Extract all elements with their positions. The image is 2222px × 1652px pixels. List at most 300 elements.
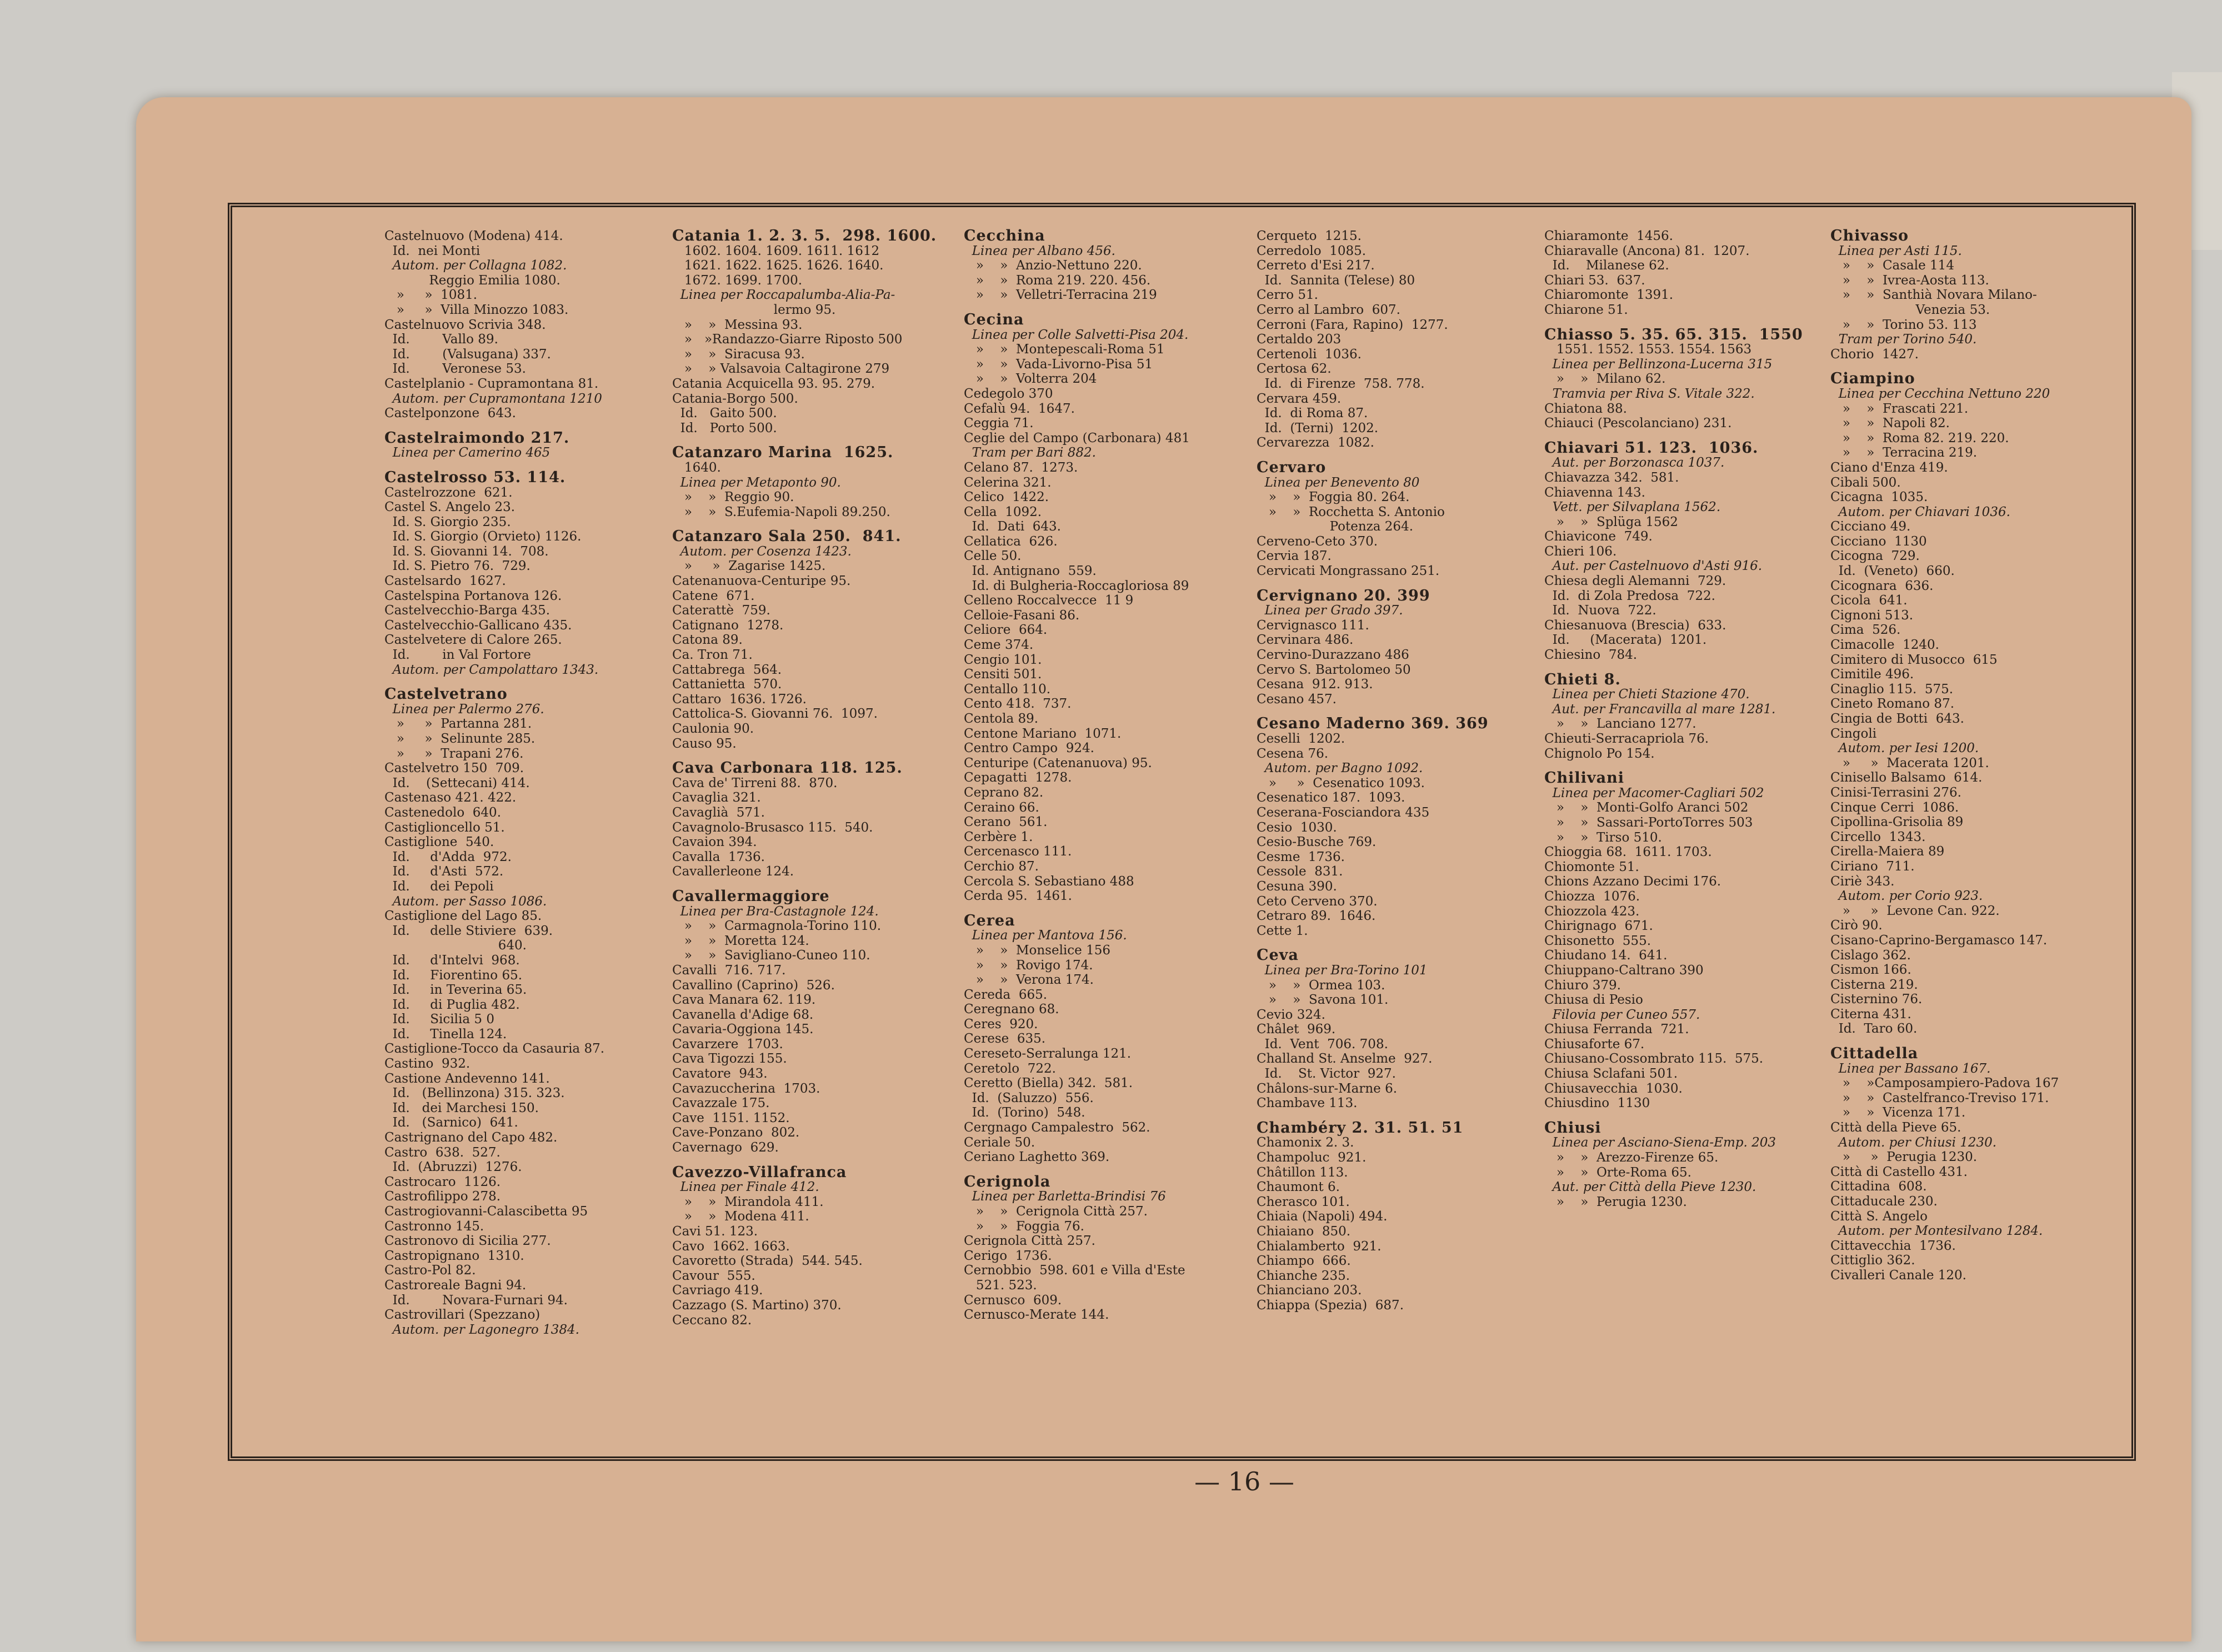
index-line: Cergnago Campalestro 562.: [964, 1120, 1150, 1135]
index-line: 1640.: [672, 460, 721, 475]
index-line: Cedegolo 370: [964, 386, 1053, 401]
index-line: Ceretto (Biella) 342. 581.: [964, 1076, 1133, 1091]
station-heading: Catania 1. 2. 3. 5. 298. 1600.: [672, 229, 937, 244]
index-line: Cavaglia 321.: [672, 790, 761, 805]
index-line: Cervino-Durazzano 486: [1257, 648, 1409, 663]
station-heading: Chiasso 5. 35. 65. 315. 1550: [1544, 326, 1803, 343]
index-line: Cernusco 609.: [964, 1293, 1062, 1308]
index-line: Linea per Asciano-Siena-Emp. 203: [1544, 1135, 1776, 1150]
index-line: Cima 526.: [1830, 623, 1901, 638]
index-line: » » Castelfranco-Treviso 171.: [1830, 1090, 2049, 1105]
index-line: Cercenasco 111.: [964, 844, 1072, 859]
index-line: 521. 523.: [964, 1278, 1037, 1293]
station-heading: Cavezzo-Villafranca: [672, 1163, 847, 1181]
index-line: Chiavazza 342. 581.: [1544, 470, 1679, 485]
index-line: Cavatore 943.: [672, 1067, 768, 1082]
index-line: » » Cerignola Città 257.: [964, 1204, 1148, 1219]
station-heading: Ceva: [1257, 947, 1299, 964]
index-line: Chambave 113.: [1257, 1096, 1358, 1111]
index-line: Id. (Macerata) 1201.: [1544, 633, 1707, 648]
index-line: Reggio Emilia 1080.: [384, 273, 560, 288]
index-line: Chirignago 671.: [1544, 919, 1653, 934]
index-line: Cerbère 1.: [964, 829, 1033, 844]
index-line: Chiaravalle (Ancona) 81. 1207.: [1544, 243, 1750, 258]
index-line: Cessole 831.: [1257, 864, 1343, 879]
index-line: Cattabrega 564.: [672, 662, 782, 677]
index-line: Cava Manara 62. 119.: [672, 993, 816, 1008]
index-line: Linea per Metaponto 90.: [672, 475, 841, 490]
index-line: Caterattè 759.: [672, 603, 770, 618]
index-line: Linea per Macomer-Cagliari 502: [1544, 785, 1764, 800]
index-line: » » Rovigo 174.: [964, 958, 1093, 973]
index-line: Id. di Firenze 758. 778.: [1257, 376, 1425, 391]
index-line: Cisterna 219.: [1830, 977, 1918, 992]
index-line: Ceserana-Fosciandora 435: [1257, 805, 1430, 820]
index-line: Cerqueto 1215.: [1257, 229, 1362, 243]
page-number: — 16 —: [1194, 1466, 1294, 1496]
index-line: Id. (Settecani) 414.: [384, 775, 530, 790]
index-line: » » Frascati 221.: [1830, 401, 1969, 416]
index-line: Castro 638. 527.: [384, 1145, 501, 1160]
index-line: Cicola 641.: [1830, 593, 1908, 608]
index-line: Centallo 110.: [964, 682, 1051, 697]
index-line: Cella 1092.: [964, 504, 1042, 519]
index-line: Chiauci (Pescolanciano) 231.: [1544, 416, 1732, 431]
index-line: Cislago 362.: [1830, 948, 1911, 963]
index-line: Celico 1422.: [964, 490, 1049, 505]
index-line: Aut. per Borzonasca 1037.: [1544, 455, 1725, 470]
station-heading: Cava Carbonara 118. 125.: [672, 759, 903, 777]
index-line: Cavi 51. 123.: [672, 1224, 758, 1239]
index-line: » » Vicenza 171.: [1830, 1105, 1966, 1120]
index-line: Chiampo 666.: [1257, 1254, 1351, 1269]
index-line: Cava Tigozzi 155.: [672, 1052, 787, 1067]
index-line: » » Torino 53. 113: [1830, 317, 1977, 332]
index-line: Cavaglià 571.: [672, 805, 765, 820]
index-line: Autom. per Corio 923.: [1830, 889, 1983, 904]
index-line: Cicogna 729.: [1830, 549, 1920, 564]
index-line: Cinisello Balsamo 614.: [1830, 770, 1983, 785]
index-line: » » Trapani 276.: [384, 746, 524, 761]
index-line: » » Tirso 510.: [1544, 830, 1662, 845]
index-line: Ca. Tron 71.: [672, 648, 753, 663]
index-line: » » Orte-Roma 65.: [1544, 1165, 1691, 1180]
index-line: Celle 50.: [964, 549, 1022, 564]
index-line: Cingoli: [1830, 726, 1877, 741]
index-line: » » Carmagnola-Torino 110.: [672, 919, 882, 934]
station-heading: Catanzaro Sala 250. 841.: [672, 528, 902, 545]
index-line: Cittaducale 230.: [1830, 1194, 1938, 1209]
index-line: Catania-Borgo 500.: [672, 391, 798, 406]
index-line: Castrocaro 1126.: [384, 1174, 501, 1189]
index-line: Id. in Val Fortore: [384, 648, 531, 663]
index-line: Autom. per Cosenza 1423.: [672, 544, 852, 559]
index-line: Città della Pieve 65.: [1830, 1120, 1961, 1135]
index-line: Cavarzere 1703.: [672, 1037, 783, 1052]
index-line: Autom. per Bagno 1092.: [1257, 761, 1423, 776]
index-line: Cherasco 101.: [1257, 1194, 1350, 1209]
index-line: Autom. per Collagna 1082.: [384, 258, 567, 273]
index-line: Chiavenna 143.: [1544, 485, 1645, 500]
index-line: Id. d'Asti 572.: [384, 864, 504, 879]
index-line: » » Reggio 90.: [672, 490, 794, 505]
index-line: Id. Milanese 62.: [1544, 258, 1669, 273]
index-line: Cereseto-Serralunga 121.: [964, 1047, 1132, 1062]
index-line: Chiusano-Cossombrato 115. 575.: [1544, 1052, 1764, 1067]
index-line: Castelnuovo Scrivia 348.: [384, 317, 546, 332]
index-line: Chiarone 51.: [1544, 302, 1628, 317]
index-line: Cavaria-Oggiona 145.: [672, 1022, 814, 1037]
index-line: Chions Azzano Decimi 176.: [1544, 874, 1721, 889]
index-line: Id. dei Pepoli: [384, 879, 494, 894]
index-line: Cirella-Maiera 89: [1830, 844, 1945, 859]
index-line: Centuripe (Catenanuova) 95.: [964, 755, 1152, 770]
index-line: Cerreto d'Esi 217.: [1257, 258, 1375, 273]
index-line: Castrogiovanni-Calascibetta 95: [384, 1204, 588, 1219]
index-line: Cattanietta 570.: [672, 677, 782, 692]
index-line: Chiozzola 423.: [1544, 904, 1640, 919]
station-heading: Cervignano 20. 399: [1257, 587, 1430, 604]
index-line: Id. (Bellinzona) 315. 323.: [384, 1086, 565, 1101]
station-heading: Chiavari 51. 123. 1036.: [1544, 439, 1759, 457]
index-line: Chiaia (Napoli) 494.: [1257, 1209, 1388, 1224]
index-line: Cernobbio 598. 601 e Villa d'Este: [964, 1263, 1185, 1278]
index-line: Id. S. Pietro 76. 729.: [384, 559, 531, 574]
index-line: Castelvecchio-Gallicano 435.: [384, 618, 572, 633]
index-line: Cicciano 1130: [1830, 534, 1927, 549]
index-line: Castelnuovo (Modena) 414.: [384, 229, 563, 243]
index-line: Cirò 90.: [1830, 918, 1883, 933]
station-heading: Cecina: [964, 311, 1024, 328]
index-line: Cingia de Botti 643.: [1830, 712, 1964, 726]
index-line: Chiappa (Spezia) 687.: [1257, 1298, 1404, 1313]
index-line: Id. delle Stiviere 639.: [384, 923, 553, 938]
index-line: Id. Gaito 500.: [672, 406, 777, 421]
index-line: Id. di Roma 87.: [1257, 406, 1368, 421]
index-line: Cicciano 49.: [1830, 519, 1911, 534]
index-line: Id. nei Monti: [384, 243, 481, 258]
index-line: Cerro al Lambro 607.: [1257, 302, 1400, 317]
index-line: Linea per Albano 456.: [964, 243, 1115, 258]
index-line: » » Sassari-PortoTorres 503: [1544, 815, 1753, 830]
index-line: » » Levone Can. 922.: [1830, 903, 2000, 918]
index-line: Aut. per Città della Pieve 1230.: [1544, 1180, 1756, 1195]
index-line: Linea per Benevento 80: [1257, 475, 1420, 490]
index-line: Castenedolo 640.: [384, 805, 501, 820]
index-line: Cervignasco 111.: [1257, 618, 1369, 633]
index-line: Id. di Zola Predosa 722.: [1544, 588, 1715, 603]
index-line: 1551. 1552. 1553. 1554. 1563: [1544, 342, 1752, 357]
station-heading: Chivasso: [1830, 229, 1909, 244]
index-line: Aut. per Francavilla al mare 1281.: [1544, 702, 1776, 717]
index-line: Castelrozzone 621.: [384, 485, 513, 500]
index-line: Castro-Pol 82.: [384, 1263, 476, 1278]
index-line: Chiaramonte 1456.: [1544, 229, 1673, 243]
index-line: Causo 95.: [672, 736, 737, 751]
index-line: Castelvecchio-Barga 435.: [384, 603, 551, 618]
index-line: Id. Vent 706. 708.: [1257, 1037, 1388, 1052]
index-line: Catignano 1278.: [672, 618, 784, 633]
index-line: Chiuppano-Caltrano 390: [1544, 963, 1704, 978]
index-line: Cavagnolo-Brusasco 115. 540.: [672, 820, 873, 835]
index-line: Cerignola Città 257.: [964, 1234, 1095, 1249]
index-line: Chioggia 68. 1611. 1703.: [1544, 845, 1712, 860]
index-line: Cittavecchia 1736.: [1830, 1238, 1956, 1253]
index-line: Id. dei Marchesi 150.: [384, 1100, 539, 1115]
station-heading: Castelraimondo 217.: [384, 429, 570, 447]
index-line: Id. Sannita (Telese) 80: [1257, 273, 1415, 288]
index-line: » » Rocchetta S. Antonio: [1257, 504, 1445, 519]
index-line: Censiti 501.: [964, 667, 1042, 682]
index-line: Ceretolo 722.: [964, 1061, 1056, 1076]
index-line: Cicagna 1035.: [1830, 490, 1928, 505]
index-line: Celerina 321.: [964, 475, 1052, 490]
station-heading: Cecchina: [964, 229, 1045, 244]
index-line: Cercola S. Sebastiano 488: [964, 874, 1134, 889]
index-line: Castelplanio - Cupramontana 81.: [384, 376, 599, 391]
index-line: Chieri 106.: [1544, 544, 1617, 559]
index-line: Ceto Cerveno 370.: [1257, 894, 1378, 909]
index-line: » » Villa Minozzo 1083.: [384, 302, 569, 317]
index-line: » » Modena 411.: [672, 1209, 809, 1224]
index-line: Castiglione-Tocco da Casauria 87.: [384, 1042, 605, 1057]
index-line: Id. in Teverina 65.: [384, 983, 527, 998]
index-line: Ceriano Laghetto 369.: [964, 1150, 1110, 1165]
index-line: Cervarezza 1082.: [1257, 435, 1374, 450]
index-line: » » Siracusa 93.: [672, 347, 805, 362]
index-line: Cerigo 1736.: [964, 1248, 1052, 1263]
index-line: Certaldo 203: [1257, 332, 1342, 347]
index-line: » » S.Eufemia-Napoli 89.250.: [672, 504, 890, 519]
index-line: Chiusdino 1130: [1544, 1096, 1650, 1111]
index-line: » » Monselice 156: [964, 943, 1110, 958]
index-line: Ceraino 66.: [964, 800, 1039, 815]
index-line: lermo 95.: [672, 302, 836, 317]
index-line: Cesme 1736.: [1257, 849, 1345, 864]
index-line: » » Anzio-Nettuno 220.: [964, 258, 1142, 273]
index-line: Civalleri Canale 120.: [1830, 1268, 1966, 1283]
index-line: Vett. per Silvaplana 1562.: [1544, 500, 1721, 515]
index-line: Cesena 76.: [1257, 746, 1329, 761]
index-line: Chiari 53. 637.: [1544, 273, 1645, 288]
index-line: Chiatona 88.: [1544, 401, 1627, 416]
index-line: Cibali 500.: [1830, 475, 1901, 490]
index-line: Linea per Bra-Torino 101: [1257, 963, 1428, 978]
index-line: Cetraro 89. 1646.: [1257, 909, 1376, 924]
index-line: Chiuro 379.: [1544, 978, 1621, 993]
index-line: Celleno Roccalvecce 11 9: [964, 593, 1134, 608]
index-line: » »Camposampiero-Padova 167: [1830, 1076, 2059, 1091]
index-line: Cimacolle 1240.: [1830, 638, 1939, 653]
station-heading: Chilivani: [1544, 769, 1624, 787]
index-line: Castione Andevenno 141.: [384, 1071, 550, 1086]
index-line: Id. Tinella 124.: [384, 1027, 507, 1042]
index-line: Cervia 187.: [1257, 549, 1332, 564]
index-line: Châtillon 113.: [1257, 1165, 1348, 1180]
index-line: Chiavicone 749.: [1544, 529, 1653, 544]
column-6: [1830, 229, 2111, 1451]
station-heading: Cervaro: [1257, 458, 1327, 476]
index-line: Linea per Asti 115.: [1830, 243, 1962, 258]
index-line: Cimitero di Musocco 615: [1830, 652, 1998, 667]
index-line: Autom. per Chiusi 1230.: [1830, 1135, 1997, 1150]
index-line: Cesano 457.: [1257, 692, 1337, 707]
index-line: Id. Dati 643.: [964, 519, 1061, 534]
index-line: Linea per Grado 397.: [1257, 603, 1403, 618]
index-line: Id. Porto 500.: [672, 420, 777, 435]
index-line: » » Montepescali-Roma 51: [964, 342, 1165, 357]
index-line: Cavaion 394.: [672, 835, 757, 850]
index-line: Castronovo di Sicilia 277.: [384, 1234, 551, 1249]
index-line: Id. Taro 60.: [1830, 1022, 1918, 1037]
index-line: Castelspina Portanova 126.: [384, 588, 562, 603]
index-line: Centola 89.: [964, 712, 1039, 726]
index-line: Cavalli 716. 717.: [672, 963, 786, 978]
index-line: Cismon 166.: [1830, 963, 1911, 978]
index-line: Cerchio 87.: [964, 859, 1039, 874]
index-line: Id. (Abruzzi) 1276.: [384, 1160, 522, 1175]
index-line: Chianche 235.: [1257, 1268, 1350, 1283]
index-line: Cittadina 608.: [1830, 1179, 1927, 1194]
index-line: 640.: [384, 938, 527, 953]
index-line: Cerveno-Ceto 370.: [1257, 534, 1378, 549]
index-line: Catania Acquicella 93. 95. 279.: [672, 376, 875, 391]
index-line: Cefalù 94. 1647.: [964, 401, 1075, 416]
index-line: Celloie-Fasani 86.: [964, 608, 1080, 623]
index-line: Chorio 1427.: [1830, 347, 1919, 362]
index-line: Id. (Valsugana) 337.: [384, 347, 551, 362]
index-line: Id. S. Giorgio 235.: [384, 514, 511, 529]
index-line: » » Volterra 204: [964, 372, 1097, 387]
index-line: Cicognara 636.: [1830, 578, 1934, 593]
index-line: Id. di Puglia 482.: [384, 997, 520, 1012]
index-line: Linea per Roccapalumba-Alia-Pa-: [672, 288, 895, 303]
index-line: » » Mirandola 411.: [672, 1194, 824, 1209]
index-line: Castelponzone 643.: [384, 406, 516, 421]
index-line: Chianciano 203.: [1257, 1283, 1362, 1298]
station-heading: Ciampino: [1830, 370, 1915, 388]
index-line: Id. Vallo 89.: [384, 332, 498, 347]
index-line: » » Terracina 219.: [1830, 445, 1978, 460]
index-line: Cerese 635.: [964, 1032, 1046, 1047]
index-line: Linea per Bassano 167.: [1830, 1061, 1991, 1076]
index-line: » » Roma 82. 219. 220.: [1830, 430, 2009, 445]
index-line: Centone Mariano 1071.: [964, 726, 1122, 741]
index-line: Chieuti-Serracapriola 76.: [1544, 732, 1709, 746]
index-line: » » Valsavoia Caltagirone 279: [672, 362, 890, 377]
index-line: Cipollina-Grisolia 89: [1830, 815, 1964, 830]
index-line: Ceriale 50.: [964, 1135, 1035, 1150]
index-line: Cava de' Tirreni 88. 870.: [672, 775, 838, 790]
index-line: Id. St. Victor 927.: [1257, 1067, 1396, 1082]
index-line: Aut. per Castelnuovo d'Asti 916.: [1544, 559, 1763, 574]
index-line: Castropignano 1310.: [384, 1248, 524, 1263]
index-line: Castino 932.: [384, 1057, 471, 1072]
index-line: Circello 1343.: [1830, 829, 1926, 844]
index-line: Castrofilippo 278.: [384, 1189, 501, 1204]
index-line: Cervo S. Bartolomeo 50: [1257, 662, 1411, 677]
index-line: Chialamberto 921.: [1257, 1239, 1382, 1254]
index-line: » » Velletri-Terracina 219: [964, 288, 1157, 303]
index-line: Catene 671.: [672, 588, 755, 603]
index-line: Cesio-Busche 769.: [1257, 835, 1377, 850]
index-line: Cesuna 390.: [1257, 879, 1337, 894]
index-line: Ceprano 82.: [964, 785, 1044, 800]
index-line: Filovia per Cuneo 557.: [1544, 1007, 1700, 1022]
index-line: Chiesanuova (Brescia) 633.: [1544, 618, 1726, 633]
index-line: Castenaso 421. 422.: [384, 790, 517, 805]
index-line: Ceselli 1202.: [1257, 732, 1345, 746]
index-line: Cittiglio 362.: [1830, 1253, 1915, 1268]
index-line: » » Perugia 1230.: [1544, 1194, 1687, 1209]
station-heading: Catanzaro Marina 1625.: [672, 444, 894, 462]
index-line: » » Zagarise 1425.: [672, 559, 826, 574]
index-line: Chiesa degli Alemanni 729.: [1544, 574, 1726, 589]
index-line: Certenoli 1036.: [1257, 347, 1362, 362]
index-line: Celiore 664.: [964, 623, 1048, 638]
index-line: Cave 1151. 1152.: [672, 1110, 790, 1125]
index-line: » » Macerata 1201.: [1830, 755, 1989, 770]
index-line: » » Savigliano-Cuneo 110.: [672, 948, 870, 963]
index-line: Id. Fiorentino 65.: [384, 968, 523, 983]
index-line: Autom. per Cupramontana 1210: [384, 391, 602, 406]
index-line: Castroreale Bagni 94.: [384, 1278, 527, 1293]
index-line: Id. Veronese 53.: [384, 362, 526, 377]
index-line: » » Cesenatico 1093.: [1257, 775, 1425, 790]
station-heading: Chieti 8.: [1544, 670, 1621, 688]
index-line: Castiglioncello 51.: [384, 820, 505, 835]
index-line: Cignoni 513.: [1830, 608, 1914, 623]
index-line: Cisano-Caprino-Bergamasco 147.: [1830, 933, 2048, 948]
index-line: Tram per Torino 540.: [1830, 332, 1977, 347]
index-line: Cengio 101.: [964, 652, 1042, 667]
index-line: Id. (Terni) 1202.: [1257, 420, 1379, 435]
index-line: Città di Castello 431.: [1830, 1164, 1968, 1179]
index-line: Cellatica 626.: [964, 534, 1058, 549]
index-line: » » Arezzo-Firenze 65.: [1544, 1150, 1719, 1165]
index-line: Tramvia per Riva S. Vitale 322.: [1544, 386, 1755, 401]
index-line: Chiusaforte 67.: [1544, 1037, 1645, 1052]
index-line: Linea per Colle Salvetti-Pisa 204.: [964, 327, 1189, 342]
index-line: Chiusa Sclafani 501.: [1544, 1067, 1678, 1082]
index-line: Linea per Chieti Stazione 470.: [1544, 687, 1750, 702]
index-line: » » Casale 114: [1830, 258, 1954, 273]
index-line: Ceregnano 68.: [964, 1002, 1059, 1017]
station-heading: Castelvetrano: [384, 685, 508, 703]
index-line: Castrovillari (Spezzano): [384, 1308, 541, 1323]
index-line: Castiglione del Lago 85.: [384, 909, 542, 924]
index-line: Cervicati Mongrassano 251.: [1257, 564, 1440, 579]
index-line: Chiudano 14. 641.: [1544, 948, 1668, 963]
index-line: Cervara 459.: [1257, 391, 1342, 406]
index-line: » » Roma 219. 220. 456.: [964, 273, 1151, 288]
station-heading: Cerea: [964, 912, 1015, 929]
index-line: Châlet 969.: [1257, 1022, 1336, 1037]
index-line: Cesio 1030.: [1257, 820, 1337, 835]
index-line: Id. d'Intelvi 968.: [384, 953, 520, 968]
index-line: Id. d'Adda 972.: [384, 849, 512, 864]
index-line: 1621. 1622. 1625. 1626. 1640.: [672, 258, 884, 273]
index-line: » » Splüga 1562: [1544, 514, 1678, 529]
index-line: Cattaro 1636. 1726.: [672, 692, 807, 707]
index-line: Castiglione 540.: [384, 835, 494, 850]
index-line: Cattolica-S. Giovanni 76. 1097.: [672, 707, 878, 722]
index-line: Id. Antignano 559.: [964, 564, 1097, 579]
index-line: » » Vada-Livorno-Pisa 51: [964, 357, 1153, 372]
index-line: Challand St. Anselme 927.: [1257, 1052, 1433, 1067]
index-line: Cavallerleone 124.: [672, 864, 794, 879]
index-line: Linea per Mantova 156.: [964, 928, 1127, 943]
